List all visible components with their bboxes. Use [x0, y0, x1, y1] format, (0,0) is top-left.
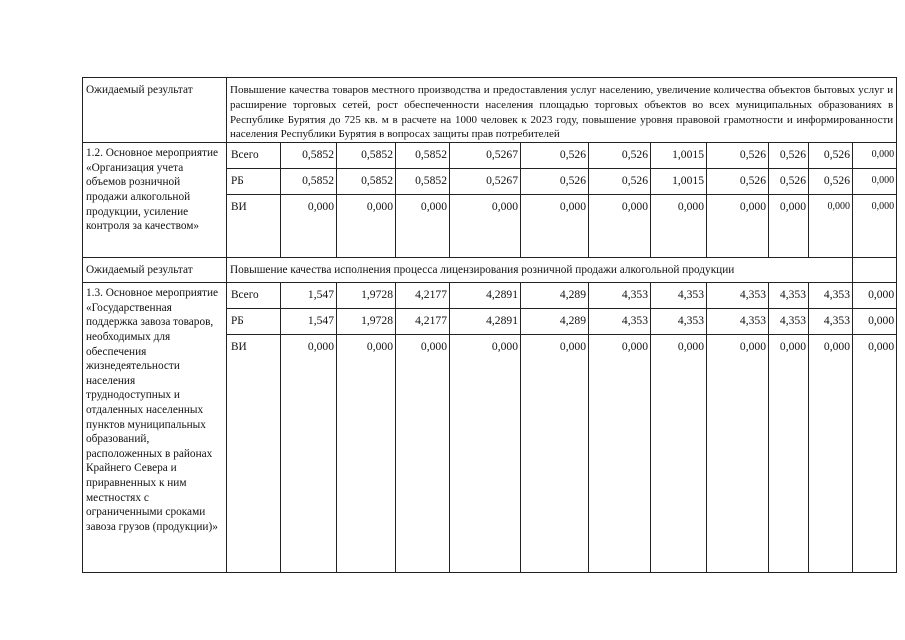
source-cell: ВИ — [227, 335, 281, 573]
value-cell: 0,000 — [337, 335, 396, 573]
program-table-page — [82, 77, 896, 573]
value-cell: 4,2891 — [450, 309, 521, 335]
value-cell: 4,353 — [651, 283, 707, 309]
value-cell: 0,526 — [769, 169, 809, 195]
value-cell: 1,547 — [281, 283, 337, 309]
value-cell: 0,5852 — [396, 169, 450, 195]
value-cell: 0,526 — [769, 143, 809, 169]
value-cell: 1,547 — [281, 309, 337, 335]
value-cell: 0,526 — [809, 143, 853, 169]
value-cell: 0,000 — [396, 335, 450, 573]
value-cell: 4,353 — [707, 309, 769, 335]
value-cell: 0,000 — [707, 195, 769, 258]
value-cell: 0,526 — [589, 169, 651, 195]
value-cell: 0,526 — [707, 143, 769, 169]
value-cell: 0,000 — [707, 335, 769, 573]
expected-result-row — [83, 78, 897, 143]
result-label: Ожидаемый результат — [83, 258, 227, 283]
empty-cell — [853, 258, 897, 283]
value-cell: 0,526 — [809, 169, 853, 195]
value-cell: 4,2891 — [450, 283, 521, 309]
result-text: Повышение качества исполнения процесса лицензирования розничной продажи алкогольной продукции — [227, 258, 853, 283]
value-cell: 1,9728 — [337, 309, 396, 335]
value-cell: 0,5852 — [337, 169, 396, 195]
value-cell: 0,526 — [707, 169, 769, 195]
value-cell: 4,353 — [589, 283, 651, 309]
value-cell: 0,000 — [809, 195, 853, 258]
value-cell: 4,353 — [651, 309, 707, 335]
value-cell: 0,000 — [853, 309, 897, 335]
value-cell: 0,526 — [589, 143, 651, 169]
value-cell: 0,000 — [281, 335, 337, 573]
value-cell: 0,000 — [396, 195, 450, 258]
value-cell: 1,0015 — [651, 143, 707, 169]
table-row — [83, 143, 897, 169]
value-cell: 4,353 — [769, 283, 809, 309]
funding-table — [82, 77, 897, 573]
value-cell: 0,000 — [853, 169, 897, 195]
value-cell: 0,000 — [450, 335, 521, 573]
value-cell: 0,5852 — [396, 143, 450, 169]
value-cell: 0,000 — [450, 195, 521, 258]
value-cell: 4,353 — [809, 283, 853, 309]
value-cell: 4,353 — [707, 283, 769, 309]
value-cell: 0,000 — [337, 195, 396, 258]
value-cell: 0,5267 — [450, 143, 521, 169]
value-cell: 0,5852 — [337, 143, 396, 169]
value-cell: 0,5852 — [281, 143, 337, 169]
table-row — [83, 283, 897, 309]
value-cell: 0,000 — [281, 195, 337, 258]
result-text: Повышение качества товаров местного производства и предоставления услуг населению, увеличение количества объектов бытовых услуг и расширение торговых сетей, рост обеспеченности населения площадью торговых объектов во всех муниципальных образованиях в Республике Бурятия до 725 кв. м в расчете на 1000 человек к 2023 году, повышение уровня правовой грамотности и информированности населения Республики Бурятия в вопросах защиты прав потребителей — [227, 78, 897, 143]
value-cell: 0,000 — [521, 195, 589, 258]
value-cell: 0,000 — [769, 195, 809, 258]
value-cell: 0,000 — [853, 195, 897, 258]
expected-result-row — [83, 258, 897, 283]
value-cell: 0,000 — [651, 195, 707, 258]
value-cell: 0,000 — [589, 335, 651, 573]
value-cell: 1,0015 — [651, 169, 707, 195]
value-cell: 0,526 — [521, 169, 589, 195]
value-cell: 0,5267 — [450, 169, 521, 195]
value-cell: 0,000 — [853, 143, 897, 169]
value-cell: 0,000 — [521, 335, 589, 573]
value-cell: 0,000 — [853, 283, 897, 309]
value-cell: 1,9728 — [337, 283, 396, 309]
source-cell: ВИ — [227, 195, 281, 258]
source-cell: РБ — [227, 309, 281, 335]
source-cell: Всего — [227, 283, 281, 309]
measure-title: 1.3. Основное мероприятие «Государственная поддержка завоза товаров, необходимых для обеспечения жизнедеятельности населения труднодоступных и отдаленных населенных пунктов муниципальных образований, расположенных в районах Крайнего Севера и приравненных к ним местностях с ограниченными сроками завоза грузов (продукции)» — [83, 283, 227, 573]
value-cell: 4,289 — [521, 309, 589, 335]
value-cell: 4,2177 — [396, 309, 450, 335]
result-label: Ожидаемый результат — [83, 78, 227, 143]
value-cell: 0,000 — [769, 335, 809, 573]
value-cell: 4,289 — [521, 283, 589, 309]
source-cell: РБ — [227, 169, 281, 195]
measure-title: 1.2. Основное мероприятие «Организация учета объемов розничной продажи алкогольной продукции, усиление контроля за качеством» — [83, 143, 227, 258]
value-cell: 0,000 — [651, 335, 707, 573]
value-cell: 0,526 — [521, 143, 589, 169]
value-cell: 0,000 — [589, 195, 651, 258]
source-cell: Всего — [227, 143, 281, 169]
value-cell: 0,000 — [809, 335, 853, 573]
value-cell: 0,5852 — [281, 169, 337, 195]
value-cell: 4,2177 — [396, 283, 450, 309]
value-cell: 0,000 — [853, 335, 897, 573]
value-cell: 4,353 — [769, 309, 809, 335]
value-cell: 4,353 — [809, 309, 853, 335]
value-cell: 4,353 — [589, 309, 651, 335]
